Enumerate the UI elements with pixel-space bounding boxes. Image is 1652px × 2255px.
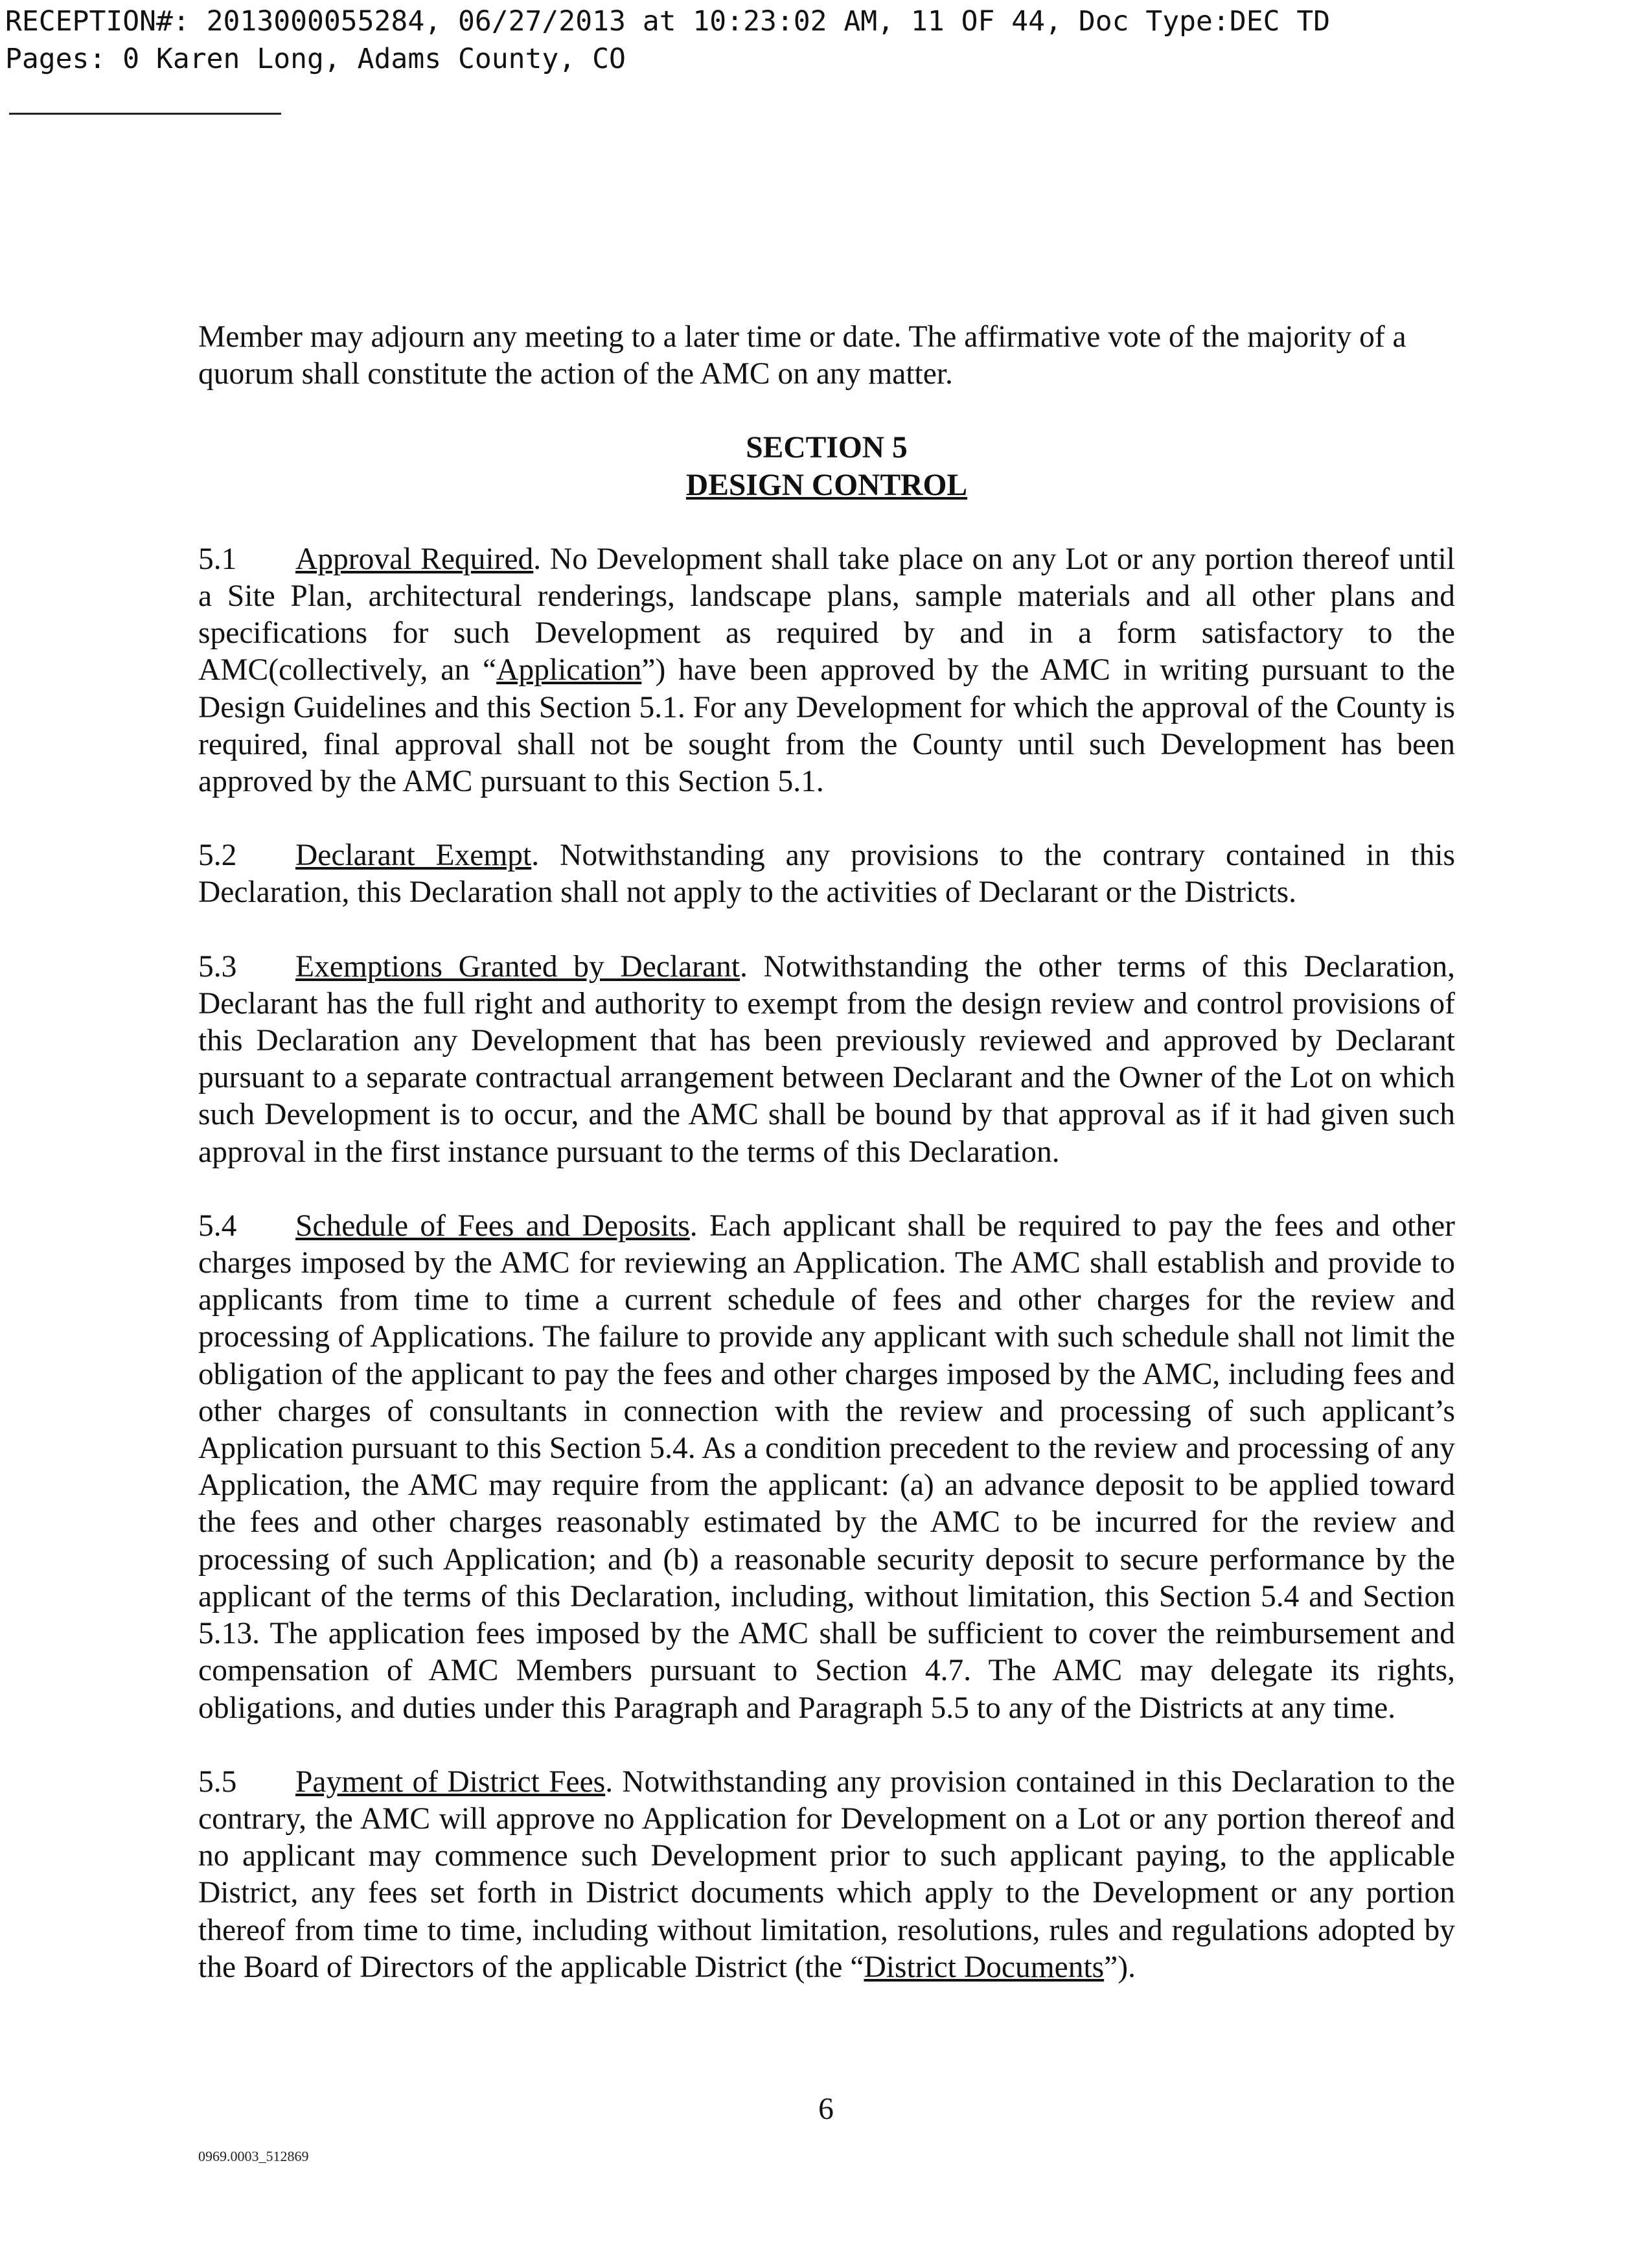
paragraph-text: . No Development shall take place on any Lot or any portion thereof until a Site Plan, architectural renderings, landscape plans, sample materials and all other plans and specifications for such Development as required by and in a form satisfactory to the AMC(collectively, an “ <box>198 542 1455 688</box>
paragraph-heading: Approval Required <box>295 542 534 576</box>
paragraph-text: ”) have been approved by the AMC in writing pursuant to the Design Guidelines and this Section 5.1. For any Development for which the approval of the County is required, final approval shall not be sought from the County until such Development has been approved by the AMC pursuant to this Section 5.1. <box>198 653 1455 799</box>
stamp-line-2: Pages: 0 Karen Long, Adams County, CO <box>5 43 626 75</box>
paragraph-5-2 <box>198 837 1455 911</box>
paragraph-number: 5.4 <box>198 1208 237 1243</box>
defined-term: Application <box>496 653 642 688</box>
paragraph-number: 5.2 <box>198 838 237 873</box>
paragraph-text: . Notwithstanding the other terms of this Declaration, Declarant has the full right and authority to exempt from the design review and control provisions of this Declaration any Development that has been previously reviewed and approved by Declarant pursuant to a separate contractual arrangement between Declarant and the Owner of the Lot on which such Development is to occur, and the AMC shall be bound by that approval as if it had given such approval in the first instance pursuant to the terms of this Declaration. <box>198 949 1455 1169</box>
paragraph-text: . Notwithstanding any provision contained in this Declaration to the contrary, the AMC will approve no Application for Development on a Lot or any portion thereof and no applicant may commence such Development prior to such applicant paying, to the applicable District, any fees set forth in District documents which apply to the Development or any portion thereof from time to time, including without limitation, resolutions, rules and regulations adopted by the Board of Directors of the applicable District (the “ <box>198 1764 1455 1984</box>
paragraph-heading: Exemptions Granted by Declarant <box>295 949 740 984</box>
paragraph-number: 5.1 <box>198 542 237 576</box>
defined-term: District Documents <box>864 1950 1105 1984</box>
paragraph-heading: Payment of District Fees <box>295 1764 606 1799</box>
document-body <box>198 319 1455 2023</box>
document-id: 0969.0003_512869 <box>198 2148 309 2164</box>
stamp-divider <box>9 113 281 115</box>
section-title: DESIGN CONTROL <box>685 468 968 502</box>
section-number: SECTION 5 <box>746 431 908 465</box>
opening-paragraph: Member may adjourn any meeting to a later time or date. The affirmative vote of the majority of a quorum shall constitute the action of the AMC on any matter. <box>198 320 1406 391</box>
paragraph-text: . Notwithstanding any provisions to the contrary contained in this Declaration, this Declaration shall not apply to the activities of Declarant or the Districts. <box>198 838 1455 910</box>
page-number: 6 <box>818 2092 834 2126</box>
paragraph-5-1 <box>198 541 1455 800</box>
paragraph-heading: Schedule of Fees and Deposits <box>295 1208 690 1243</box>
section-heading <box>198 430 1455 503</box>
paragraph-number: 5.5 <box>198 1764 237 1799</box>
paragraph-text: ”). <box>1104 1950 1136 1984</box>
paragraph-5-5 <box>198 1764 1455 1986</box>
paragraph-5-3 <box>198 949 1455 1171</box>
stamp-line-1: RECEPTION#: 2013000055284, 06/27/2013 at 10:23:02 AM, 11 OF 44, Doc Type:DEC TD <box>5 5 1331 38</box>
paragraph-text: . Each applicant shall be required to pay the fees and other charges imposed by the AMC for reviewing an Application. The AMC shall establish and provide to applicants from time to time a current schedule of fees and other charges for the review and processing of Applications. The failure to provide any applicant with such schedule shall not limit the obligation of the applicant to pay the fees and other charges imposed by the AMC, including fees and other charges of consultants in connection with the review and processing of such applicant’s Application pursuant to this Section 5.4. As a condition precedent to the review and processing of any Application, the AMC may require from the applicant: (a) an advance deposit to be applied toward the fees and other charges reasonably estimated by the AMC to be incurred for the review and processing of such Application; and (b) a reasonable security deposit to secure performance by the applicant of the terms of this Declaration, including, without limitation, this Section 5.4 and Section 5.13. The application fees imposed by the AMC shall be sufficient to cover the reimbursement and compensation of AMC Members pursuant to Section 4.7. The AMC may delegate its rights, obligations, and duties under this Paragraph and Paragraph 5.5 to any of the Districts at any time. <box>198 1208 1455 1725</box>
paragraph-5-4 <box>198 1208 1455 1727</box>
paragraph-heading: Declarant Exempt <box>295 838 532 873</box>
recording-stamp <box>5 3 1330 78</box>
paragraph-number: 5.3 <box>198 949 237 984</box>
